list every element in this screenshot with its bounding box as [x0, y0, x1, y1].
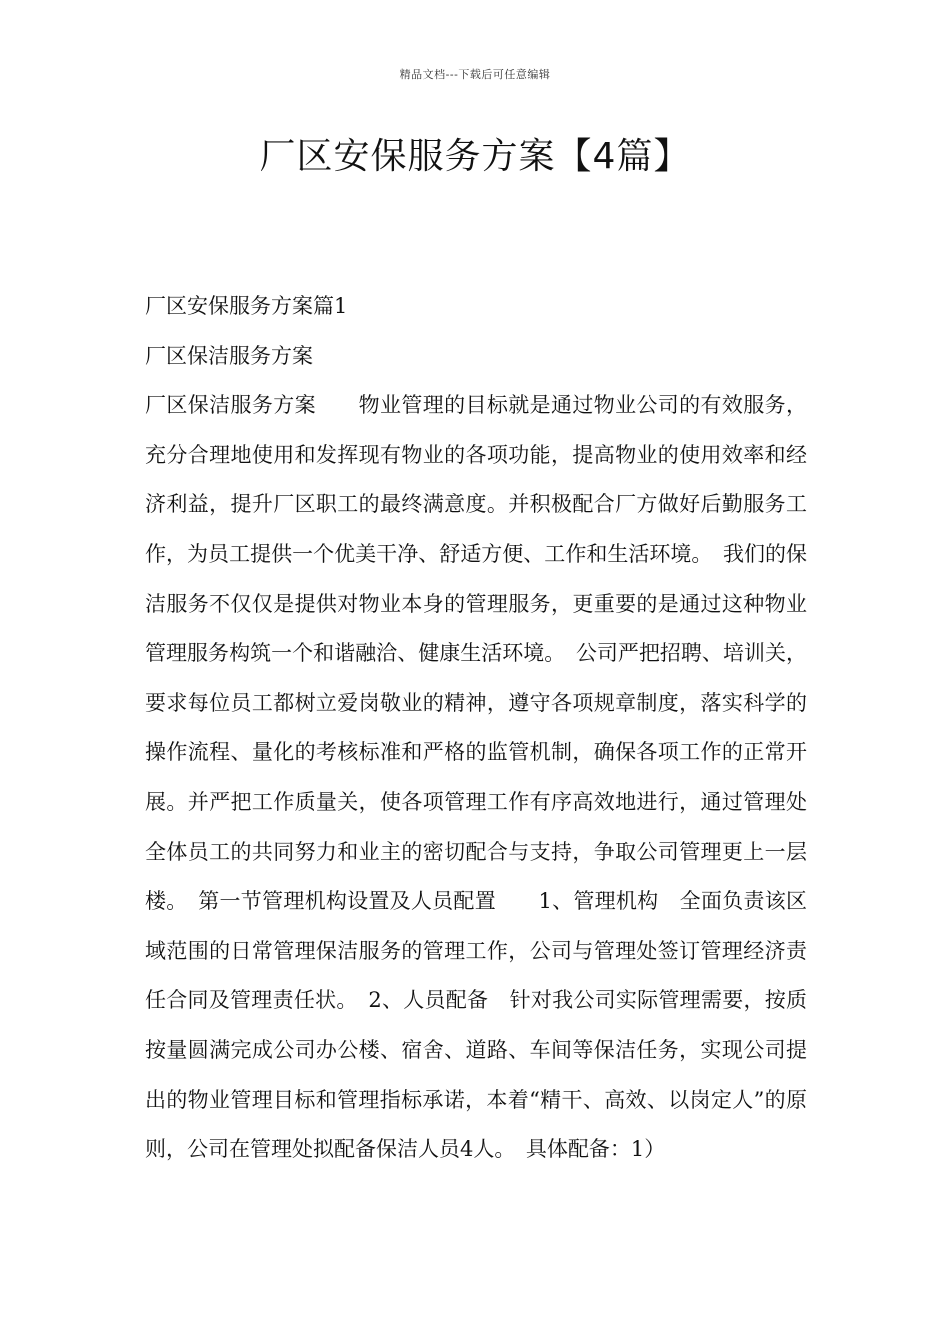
document-title: 厂区安保服务方案【4篇】 — [259, 136, 691, 177]
document-body — [145, 282, 807, 1175]
subsection-heading: 厂区保洁服务方案 — [145, 343, 313, 368]
body-paragraph: 厂区保洁服务方案 物业管理的目标就是通过物业公司的有效服务，充分合理地使用和发挥现有物业的各项功能，提高物业的使用效率和经济利益，提升厂区职工的最终满意度。并积极配合厂方做好后勤服务工作，为员工提供一个优美干净、舒适方便、工作和生活环境。 我们的保洁服务不仅仅是提供对物业本身的管理服务，更重要的是通过这种物业管理服务构筑一个和谐融洽、健康生活环境。 公司严把招聘、培训关，要求每位员工都树立爱岗敬业的精神，遵守各项规章制度，落实科学的操作流程、量化的考核标准和严格的监管机制，确保各项工作的正常开展。并严把工作质量关，使各项管理工作有序高效地进行，通过管理处全体员工的共同努力和业主的密切配合与支持，争取公司管理更上一层楼。 第一节管理机构设置及人员配置 1、管理机构 全面负责该区域范围的日常管理保洁服务的管理工作，公司与管理处签订管理经济责任合同及管理责任状。 2、人员配备 针对我公司实际管理需要，按质按量圆满完成公司办公楼、宿舍、道路、车间等保洁任务，实现公司提出的物业管理目标和管理指标承诺，本着“精干、高效、以岗定人”的原则，公司在管理处拟配备保洁人员4人。 具体配备：1） — [145, 393, 807, 1162]
header-note: 精品文档---下载后可任意编辑 — [399, 68, 551, 81]
section-heading: 厂区安保服务方案篇1 — [145, 294, 348, 318]
